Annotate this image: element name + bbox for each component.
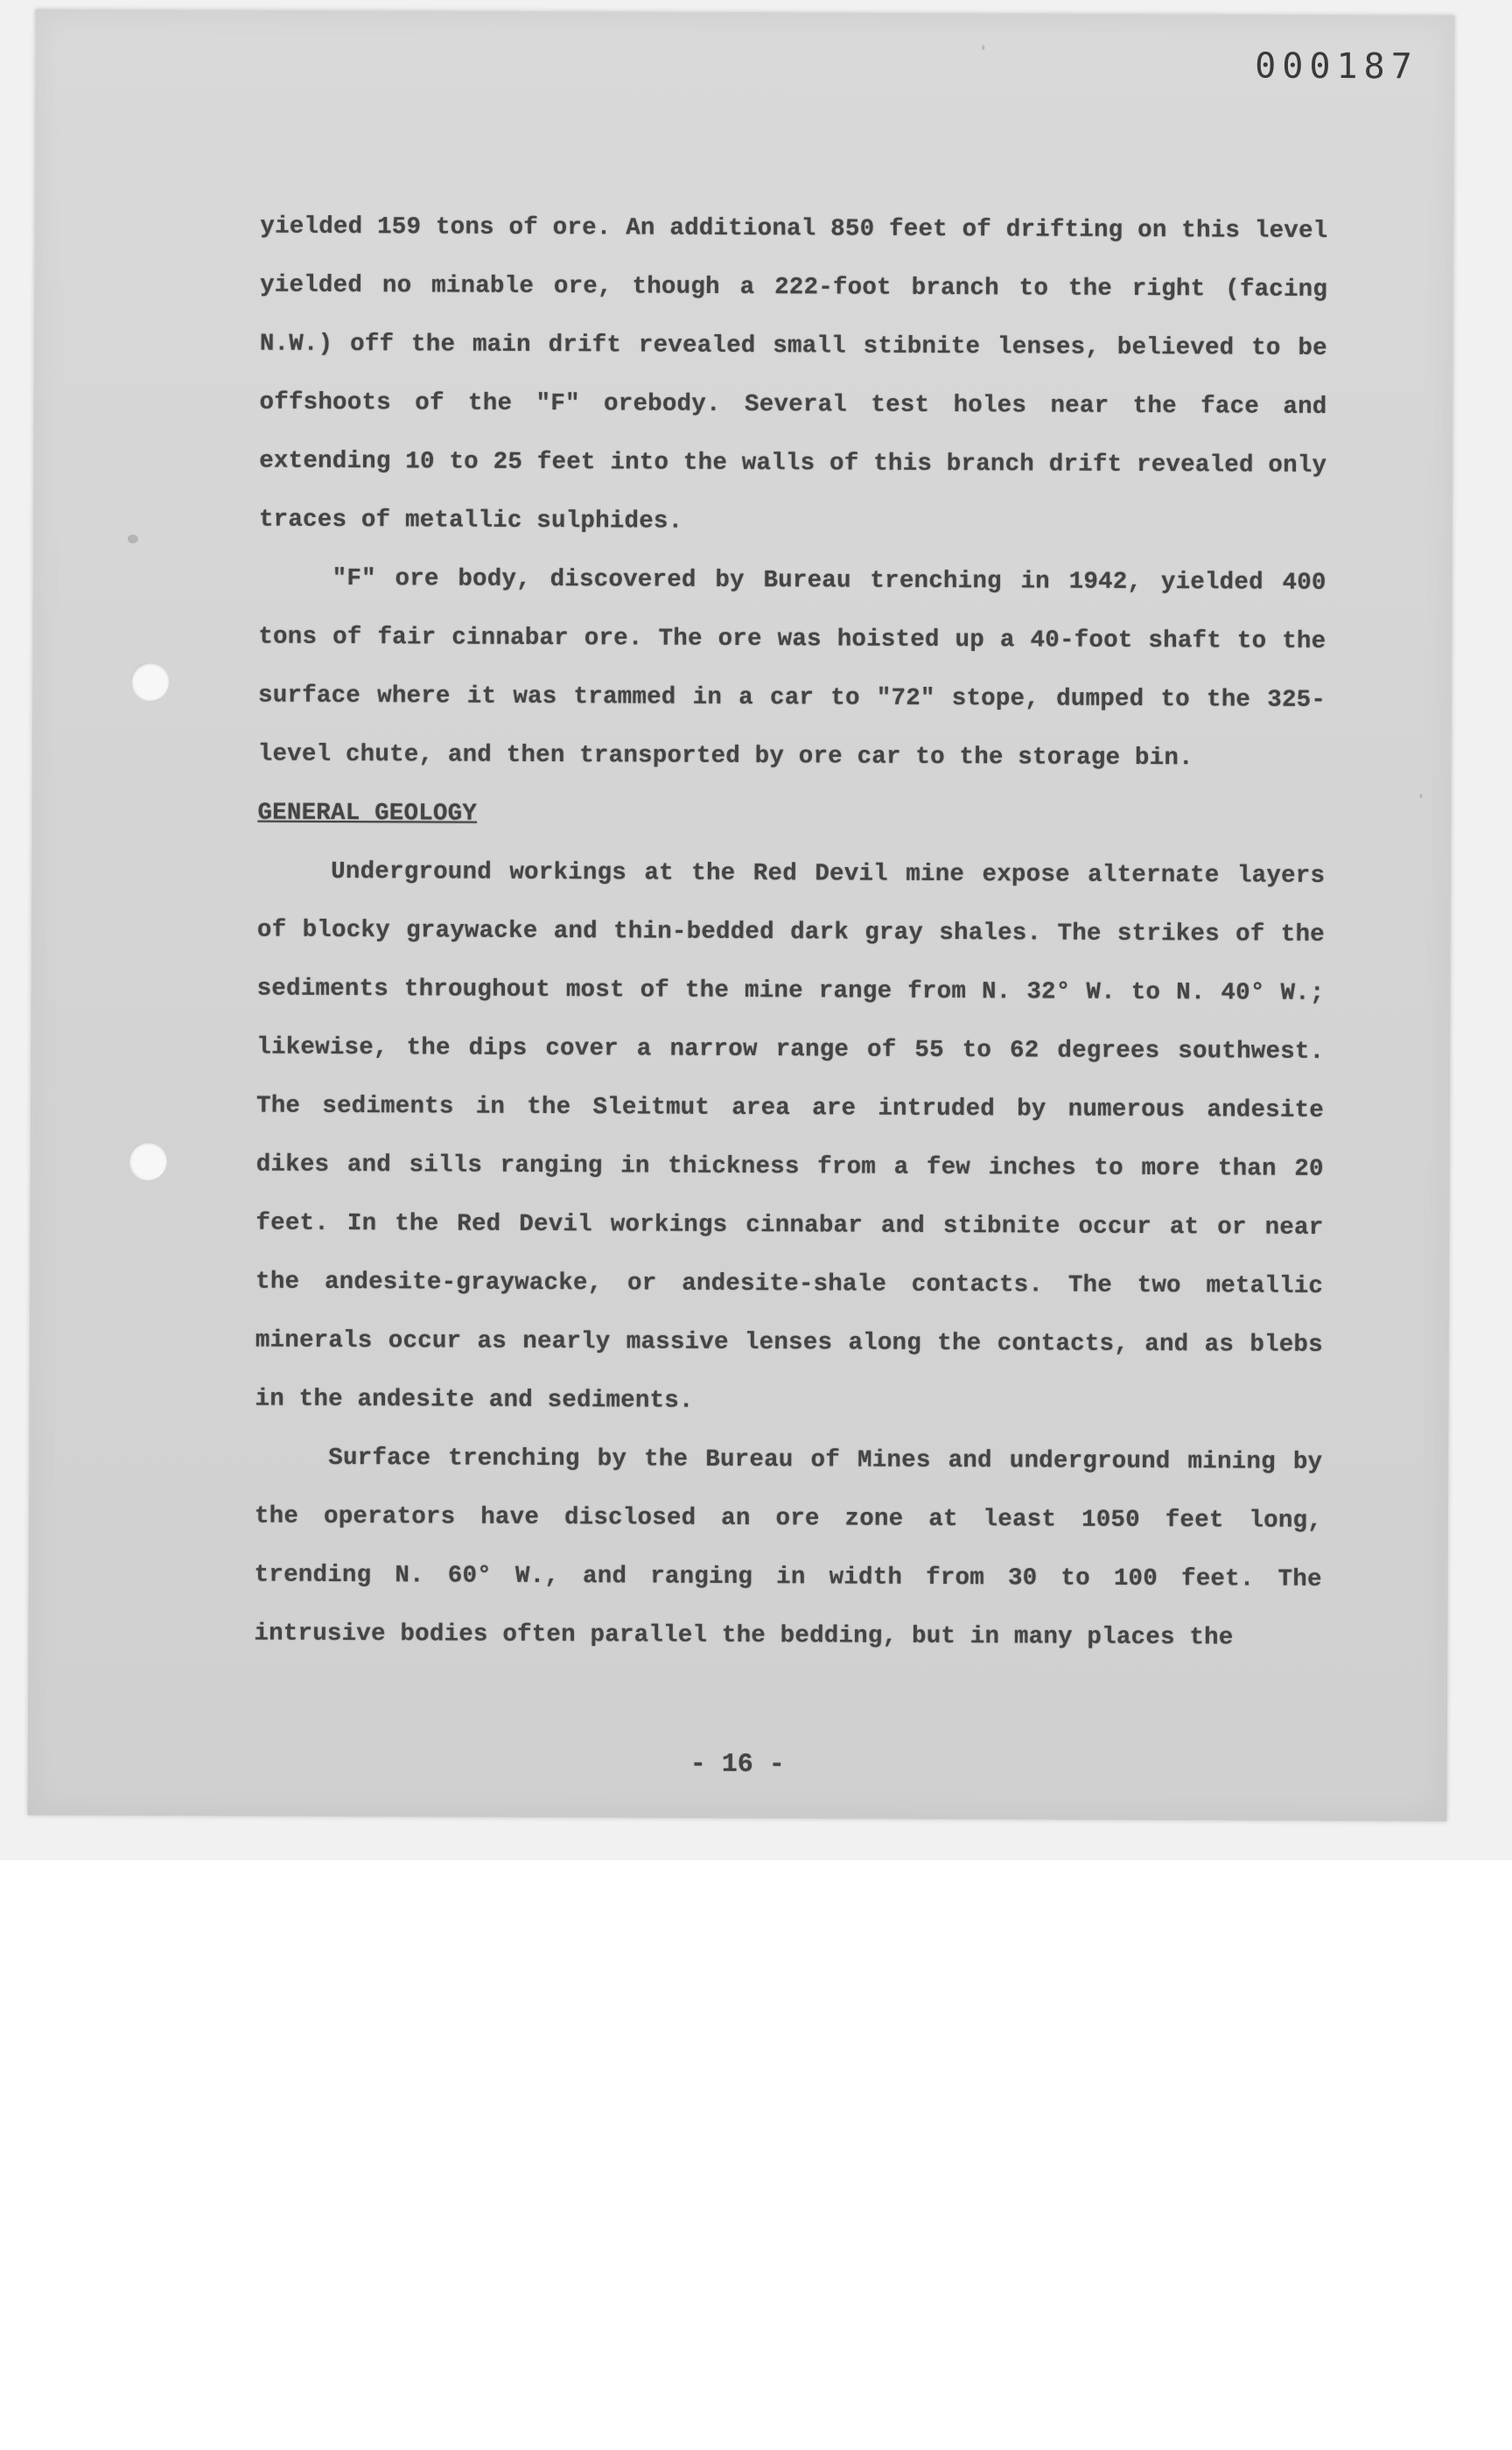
- document-page: [28, 9, 1455, 1821]
- punch-hole-upper: [130, 662, 169, 701]
- paragraph-4: Surface trenching by the Bureau of Mines and underground mining by the operators have disclosed an ore zone at least 1050 feet long, trending N. 60° W., and ranging in width from 30 to 100 feet. The intrusive bodies often parallel the bedding, but in many places the: [254, 1444, 1323, 1652]
- paragraph-1: yielded 159 tons of ore. An additional 850 feet of drifting on this level yielded no minable ore, though a 222-foot branch to the right (facing N.W.) off the main drift revealed small stibnite lenses, believed to be offshoots of the "F" orebody. Several test holes near the face and extending 10 to 25 feet into the walls of this branch drift revealed only traces of metallic sulphides.: [258, 213, 1328, 536]
- document-number: 000187: [1255, 46, 1418, 88]
- scan-speck: [982, 45, 984, 50]
- page-number: - 16 -: [690, 1749, 785, 1781]
- punch-hole-lower: [129, 1142, 167, 1180]
- section-heading: GENERAL GEOLOGY: [257, 799, 478, 828]
- paragraph-3: Underground workings at the Red Devil mine expose alternate layers of blocky graywacke and thin-bedded dark gray shales. The strikes of the sediments throughout most of the mine range from N. 32° W. to N. 40° W.; likewise, the dips cover a narrow range of 55 to 62 degrees southwest. The sediments in the Sleitmut area are intruded by numerous andesite dikes and sills ranging in thickness from a few inches to more than 20 feet. In the Red Devil workings cinnabar and stibnite occur at or near the andesite-graywacke, or andesite-shale contacts. The two metallic minerals occur as nearly massive lenses along the contacts, and as blebs in the andesite and sediments.: [255, 858, 1326, 1415]
- scan-speck: [1420, 794, 1423, 798]
- body-text: [254, 198, 1327, 1668]
- paragraph-2: "F" ore body, discovered by Bureau trenching in 1942, yielded 400 tons of fair cinnabar ore. The ore was hoisted up a 40-foot shaft to the surface where it was trammed in a car to "72" stope, dumped to the 325-level chute, and then transported by ore car to the storage bin.: [257, 564, 1326, 773]
- scan-speck: [128, 535, 138, 543]
